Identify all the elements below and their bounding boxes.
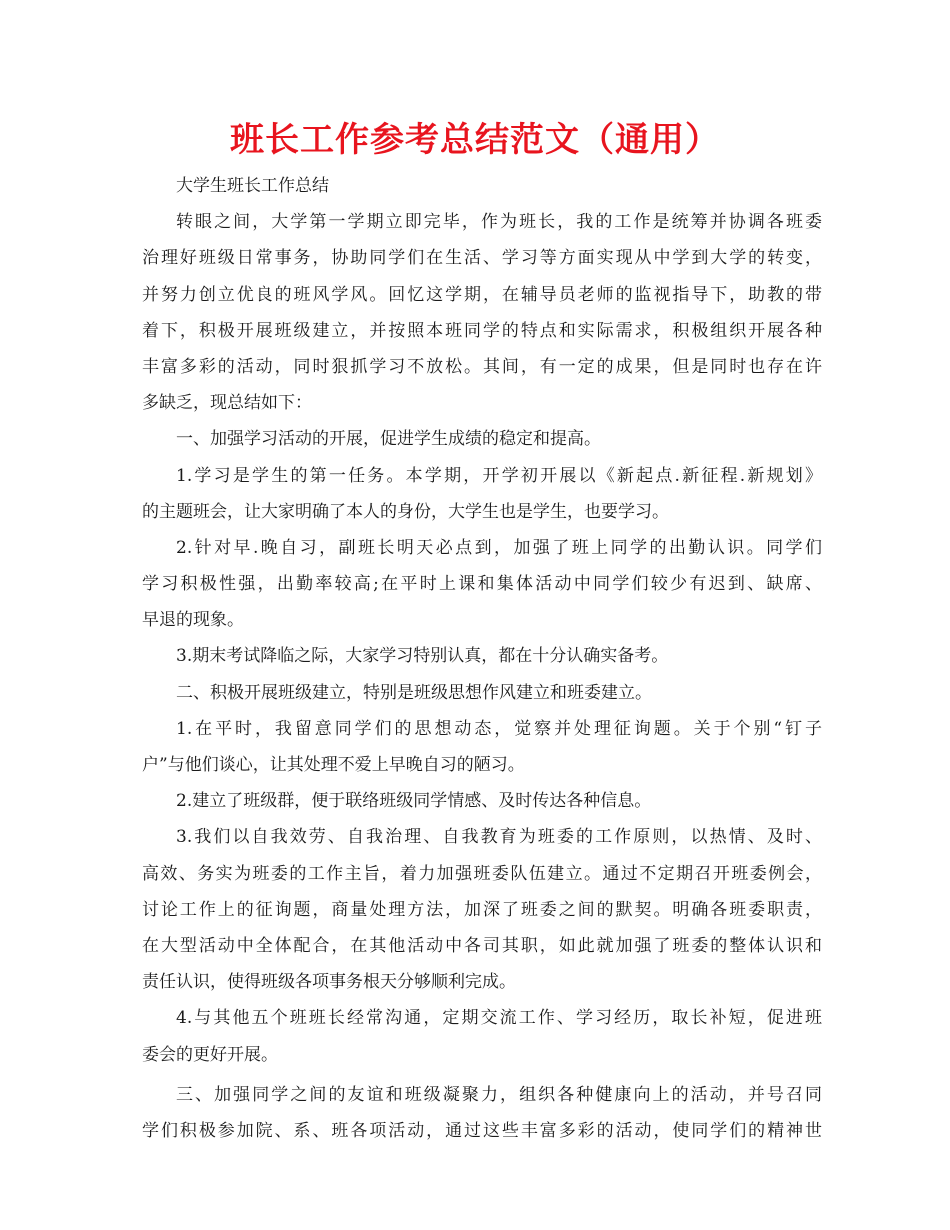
paragraph-line: 转眼之间，大学第一学期立即完毕，作为班长，我的工作是统筹并协调各班委 — [176, 212, 822, 233]
document-title: 班长工作参考总结范文（通用） — [230, 120, 720, 160]
document-body — [142, 168, 822, 1149]
paragraph-line: 早退的现象。 — [142, 610, 244, 631]
paragraph-line: 学们积极参加院、系、班各项活动，通过这些丰富多彩的活动，使同学们的精神世 — [142, 1120, 822, 1141]
paragraph-line: 2.针对早.晚自习，副班长明天必点到，加强了班上同学的出勤认识。同学们 — [176, 537, 822, 558]
paragraph-line: 的主题班会，让大家明确了本人的身份，大学生也是学生，也要学习。 — [142, 501, 669, 522]
paragraph-line: 1.在平时，我留意同学们的思想动态，觉察并处理征询题。关于个别“钉子 — [176, 718, 822, 739]
paragraph-line: 丰富多彩的活动，同时狠抓学习不放松。其间，有一定的成果，但是同时也存在许 — [142, 356, 822, 377]
paragraph-line: 委会的更好开展。 — [142, 1044, 278, 1065]
paragraph-line: 多缺乏，现总结如下： — [142, 393, 312, 414]
paragraph-line: 在大型活动中全体配合，在其他活动中各司其职，如此就加强了班委的整体认识和 — [142, 935, 822, 956]
paragraph-line: 讨论工作上的征询题，商量处理方法，加深了班委之间的默契。明确各班委职责， — [142, 899, 822, 920]
section-heading: 一、加强学习活动的开展，促进学生成绩的稳定和提高。 — [176, 429, 601, 450]
section-heading: 大学生班长工作总结 — [176, 176, 329, 196]
paragraph-line: 高效、务实为班委的工作主旨，着力加强班委队伍建立。通过不定期召开班委例会， — [142, 863, 822, 884]
paragraph-line: 责任认识，使得班级各项事务根天分够顺利完成。 — [142, 972, 516, 993]
paragraph-line: 3.期末考试降临之际，大家学习特别认真，都在十分认确实备考。 — [176, 646, 669, 667]
section-heading: 三、加强同学之间的友谊和班级凝聚力，组织各种健康向上的活动，并号召同 — [176, 1084, 822, 1105]
paragraph-line: 并努力创立优良的班风学风。回忆这学期，在辅导员老师的监视指导下，助教的带 — [142, 284, 822, 305]
section-heading: 二、积极开展班级建立，特别是班级思想作风建立和班委建立。 — [176, 682, 652, 703]
paragraph-line: 4.与其他五个班班长经常沟通，定期交流工作、学习经历，取长补短，促进班 — [176, 1008, 822, 1029]
paragraph-line: 户”与他们谈心，让其处理不爱上早晚自习的陋习。 — [142, 755, 525, 775]
paragraph-line: 2.建立了班级群，便于联络班级同学情感、及时传达各种信息。 — [176, 791, 652, 812]
paragraph-line: 治理好班级日常事务，协助同学们在生活、学习等方面实现从中学到大学的转变， — [142, 248, 822, 269]
paragraph-line: 学习积极性强，出勤率较高;在平时上课和集体活动中同学们较少有迟到、缺席、 — [142, 574, 822, 595]
paragraph-line: 1.学习是学生的第一任务。本学期，开学初开展以《新起点.新征程.新规划》 — [176, 465, 822, 486]
paragraph-line: 着下，积极开展班级建立，并按照本班同学的特点和实际需求，积极组织开展各种 — [142, 320, 822, 341]
paragraph-line: 3.我们以自我效劳、自我治理、自我教育为班委的工作原则，以热情、及时、 — [176, 827, 822, 848]
